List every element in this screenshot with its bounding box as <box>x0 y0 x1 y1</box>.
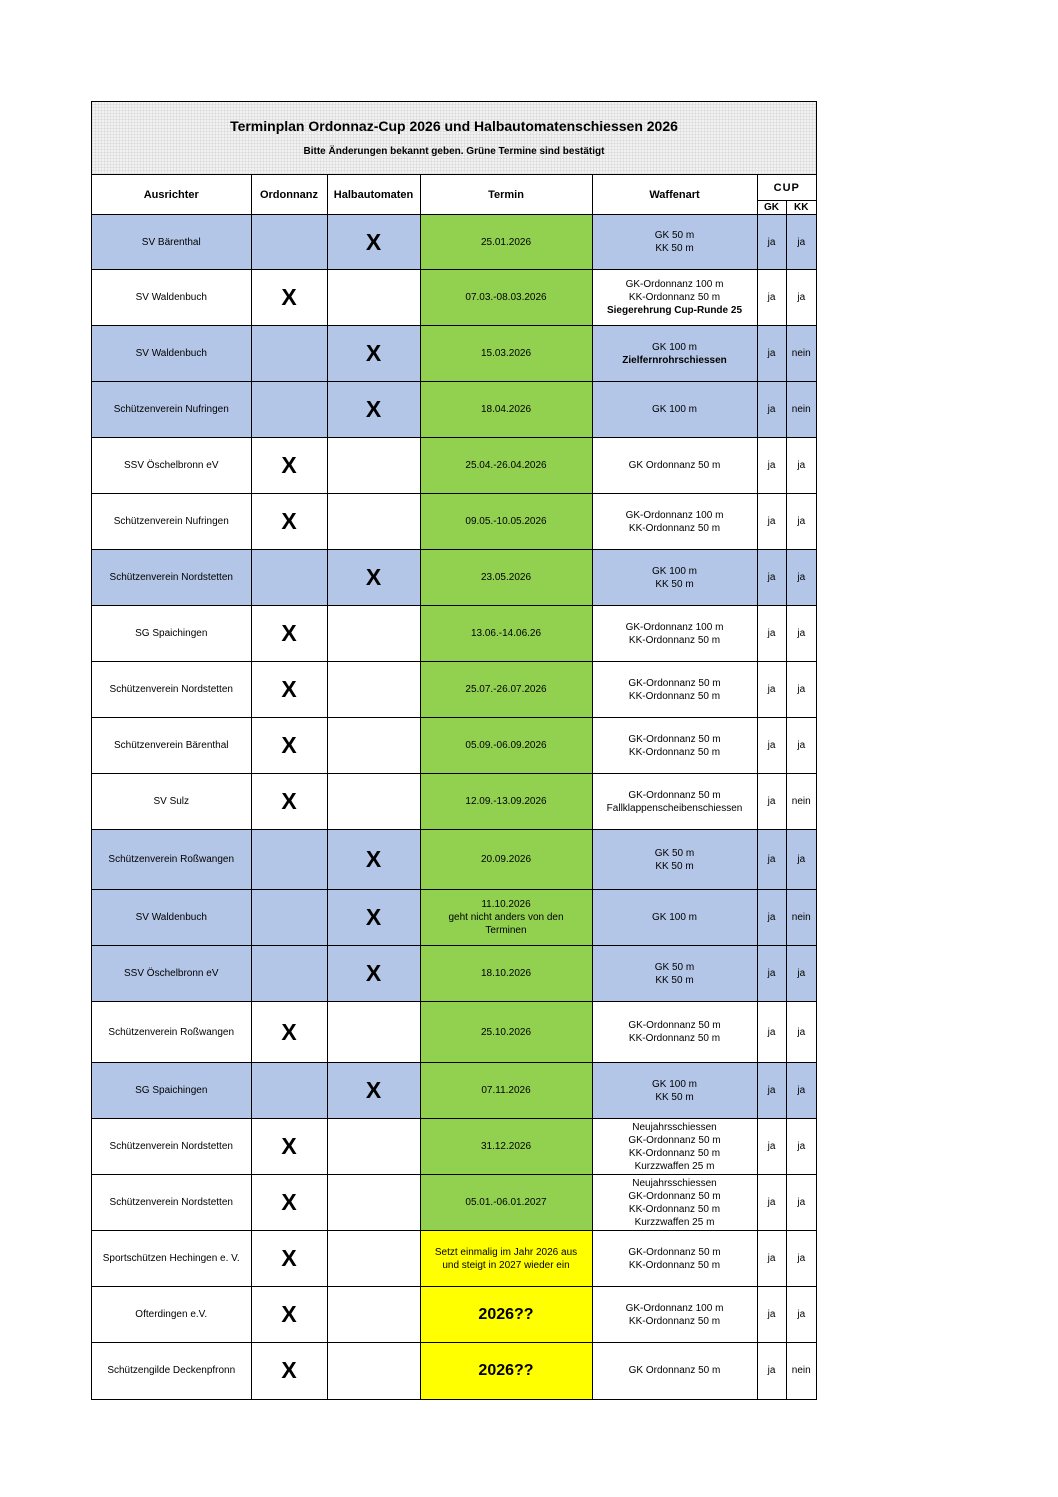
waffenart-line: KK-Ordonnanz 50 m <box>628 1147 721 1159</box>
termin-cell <box>420 606 592 662</box>
termin-cell <box>420 1175 592 1231</box>
termin-cell <box>420 326 592 382</box>
waffenart-cell <box>592 606 757 662</box>
waffenart-line: KK-Ordonnanz 50 m <box>628 1259 721 1271</box>
termin-line: 18.04.2026 <box>480 404 532 415</box>
termin-line: 25.10.2026 <box>480 1026 532 1038</box>
cup-kk-cell: ja <box>786 1063 816 1119</box>
table-row <box>92 1175 816 1231</box>
cup-gk-cell: ja <box>757 1119 786 1175</box>
cup-gk-cell: ja <box>757 1343 786 1399</box>
waffenart-line: KK-Ordonnanz 50 m <box>628 1033 721 1044</box>
ausrichter-cell: Schützenverein Nufringen <box>92 382 251 438</box>
col-header-termin: Termin <box>420 175 592 215</box>
termin-line: 25.01.2026 <box>480 236 532 248</box>
termin-cell <box>420 890 592 946</box>
waffenart-line: GK 100 m <box>651 912 698 923</box>
waffenart-line: KK-Ordonnanz 50 m <box>628 1203 721 1215</box>
table-row <box>92 1287 816 1343</box>
waffenart-line: KK-Ordonnanz 50 m <box>628 690 721 702</box>
ordonnanz-cell <box>251 1063 327 1119</box>
waffenart-line: GK 100 m <box>651 341 698 353</box>
ausrichter-cell: SSV Öschelbronn eV <box>92 946 251 1002</box>
waffenart-line: Siegerehrung Cup-Runde 25 <box>606 305 742 316</box>
halbautomaten-cell: X <box>327 382 420 438</box>
termin-cell <box>420 774 592 830</box>
termin-cell <box>420 1231 592 1287</box>
termin-line: Terminen <box>485 925 527 936</box>
cup-kk-cell: ja <box>786 438 816 494</box>
termin-cell <box>420 382 592 438</box>
cup-gk-cell: ja <box>757 494 786 550</box>
waffenart-cell <box>592 270 757 326</box>
cup-gk-cell: ja <box>757 890 786 946</box>
cup-kk-cell: nein <box>786 382 816 438</box>
waffenart-line: Neujahrsschiessen <box>632 1121 717 1133</box>
table-row <box>92 1002 816 1063</box>
waffenart-cell <box>592 326 757 382</box>
cup-gk-cell: ja <box>757 718 786 774</box>
waffenart-cell <box>592 946 757 1002</box>
table-row <box>92 270 816 326</box>
cup-kk-cell: nein <box>786 890 816 946</box>
waffenart-line: Kurzzwaffen 25 m <box>634 1216 715 1228</box>
termin-line: 05.09.-06.09.2026 <box>465 740 547 751</box>
waffenart-line: GK 100 m <box>651 565 698 577</box>
termin-cell <box>420 215 592 270</box>
waffenart-cell <box>592 830 757 890</box>
cup-gk-cell: ja <box>757 830 786 890</box>
halbautomaten-cell: X <box>327 326 420 382</box>
termin-cell <box>420 830 592 890</box>
waffenart-cell <box>592 1287 757 1343</box>
waffenart-line: Neujahrsschiessen <box>632 1177 717 1189</box>
waffenart-line: KK-Ordonnanz 50 m <box>628 634 721 646</box>
ausrichter-cell: Schützenverein Nordstetten <box>92 550 251 606</box>
col-header-ausrichter: Ausrichter <box>92 175 251 215</box>
ordonnanz-cell <box>251 890 327 946</box>
cup-kk-cell: ja <box>786 718 816 774</box>
cup-kk-cell: ja <box>786 1119 816 1175</box>
ausrichter-cell: Schützenverein Nordstetten <box>92 662 251 718</box>
cup-gk-cell: ja <box>757 326 786 382</box>
waffenart-cell <box>592 438 757 494</box>
ausrichter-cell: SV Bärenthal <box>92 215 251 270</box>
cup-kk-cell: ja <box>786 830 816 890</box>
ordonnanz-cell: X <box>251 1287 327 1343</box>
table-row <box>92 1063 816 1119</box>
cup-kk-cell: ja <box>786 946 816 1002</box>
table-row <box>92 1231 816 1287</box>
table-row <box>92 1119 816 1175</box>
halbautomaten-cell <box>327 1287 420 1343</box>
halbautomaten-cell <box>327 438 420 494</box>
halbautomaten-cell: X <box>327 1063 420 1119</box>
termin-line: 23.05.2026 <box>480 572 532 583</box>
ordonnanz-cell: X <box>251 662 327 718</box>
termin-cell <box>420 1063 592 1119</box>
cup-kk-cell: ja <box>786 494 816 550</box>
halbautomaten-cell <box>327 494 420 550</box>
table-row <box>92 215 816 270</box>
halbautomaten-cell: X <box>327 830 420 890</box>
ausrichter-cell: Ofterdingen e.V. <box>92 1287 251 1343</box>
cup-gk-cell: ja <box>757 946 786 1002</box>
termin-line: 13.06.-14.06.26 <box>470 628 542 639</box>
ausrichter-cell: SV Waldenbuch <box>92 890 251 946</box>
termin-line: 25.04.-26.04.2026 <box>465 460 547 471</box>
halbautomaten-cell <box>327 270 420 326</box>
halbautomaten-cell <box>327 1343 420 1399</box>
waffenart-line: Fallklappenscheibenschiessen <box>606 802 743 814</box>
ordonnanz-cell: X <box>251 494 327 550</box>
table-row <box>92 1343 816 1399</box>
col-header-kk: KK <box>786 201 816 215</box>
table-row <box>92 662 816 718</box>
table-row <box>92 494 816 550</box>
ordonnanz-cell: X <box>251 774 327 830</box>
waffenart-line: GK-Ordonnanz 50 m <box>628 1134 721 1146</box>
ausrichter-cell: Schützenverein Roßwangen <box>92 830 251 890</box>
col-header-waffenart: Waffenart <box>592 175 757 215</box>
halbautomaten-cell <box>327 774 420 830</box>
table-row <box>92 718 816 774</box>
ordonnanz-cell <box>251 830 327 890</box>
waffenart-cell <box>592 1343 757 1399</box>
waffenart-line: GK 100 m <box>651 404 698 415</box>
waffenart-line: KK 50 m <box>655 860 694 872</box>
waffenart-line: KK-Ordonnanz 50 m <box>628 1315 721 1327</box>
waffenart-line: KK 50 m <box>655 243 694 254</box>
schedule-sheet <box>91 101 817 1400</box>
ordonnanz-cell <box>251 326 327 382</box>
cup-kk-cell: ja <box>786 662 816 718</box>
termin-line: Setzt einmalig im Jahr 2026 aus <box>434 1246 578 1258</box>
col-header-ordonnanz: Ordonnanz <box>251 175 327 215</box>
cup-kk-cell: ja <box>786 550 816 606</box>
termin-cell <box>420 270 592 326</box>
waffenart-line: GK-Ordonnanz 50 m <box>628 733 721 745</box>
halbautomaten-cell <box>327 718 420 774</box>
waffenart-line: KK 50 m <box>655 578 694 590</box>
waffenart-line: GK-Ordonnanz 50 m <box>628 789 721 801</box>
termin-line: 05.01.-06.01.2027 <box>465 1197 547 1208</box>
ordonnanz-cell: X <box>251 606 327 662</box>
termin-line: 2026?? <box>478 1362 534 1380</box>
table-row <box>92 382 816 438</box>
cup-gk-cell: ja <box>757 774 786 830</box>
termin-cell <box>420 494 592 550</box>
cup-gk-cell: ja <box>757 1231 786 1287</box>
ausrichter-cell: SSV Öschelbronn eV <box>92 438 251 494</box>
waffenart-line: GK-Ordonnanz 50 m <box>628 1190 721 1202</box>
ordonnanz-cell: X <box>251 270 327 326</box>
termin-line: 12.09.-13.09.2026 <box>465 796 547 807</box>
cup-gk-cell: ja <box>757 382 786 438</box>
termin-line: und steigt in 2027 wieder ein <box>442 1259 570 1271</box>
termin-cell <box>420 438 592 494</box>
sheet-header <box>92 102 816 175</box>
table-row <box>92 890 816 946</box>
cup-gk-cell: ja <box>757 438 786 494</box>
waffenart-cell <box>592 215 757 270</box>
termin-line: 18.10.2026 <box>480 968 532 979</box>
ausrichter-cell: Sportschützen Hechingen e. V. <box>92 1231 251 1287</box>
termin-cell <box>420 1287 592 1343</box>
ordonnanz-cell <box>251 946 327 1002</box>
termin-cell <box>420 1119 592 1175</box>
termin-line: 07.11.2026 <box>481 1085 531 1096</box>
cup-gk-cell: ja <box>757 606 786 662</box>
cup-kk-cell: ja <box>786 1002 816 1063</box>
ordonnanz-cell <box>251 550 327 606</box>
termin-line: 31.12.2026 <box>480 1141 532 1152</box>
ausrichter-cell: Schützenverein Roßwangen <box>92 1002 251 1063</box>
cup-gk-cell: ja <box>757 1175 786 1231</box>
waffenart-line: GK 50 m <box>654 961 695 973</box>
ausrichter-cell: SV Sulz <box>92 774 251 830</box>
cup-gk-cell: ja <box>757 1063 786 1119</box>
cup-gk-cell: ja <box>757 215 786 270</box>
waffenart-cell <box>592 1063 757 1119</box>
ordonnanz-cell: X <box>251 438 327 494</box>
waffenart-cell <box>592 774 757 830</box>
table-row <box>92 946 816 1002</box>
waffenart-cell <box>592 382 757 438</box>
waffenart-cell <box>592 718 757 774</box>
col-header-gk: GK <box>757 201 786 215</box>
ausrichter-cell: Schützenverein Bärenthal <box>92 718 251 774</box>
cup-kk-cell: nein <box>786 326 816 382</box>
page-title: Terminplan Ordonnaz-Cup 2026 und Halbautomatenschiessen 2026 <box>230 118 678 134</box>
waffenart-line: KK 50 m <box>655 1091 694 1103</box>
waffenart-line: KK-Ordonnanz 50 m <box>628 522 721 534</box>
waffenart-cell <box>592 550 757 606</box>
cup-gk-cell: ja <box>757 550 786 606</box>
halbautomaten-cell <box>327 1002 420 1063</box>
halbautomaten-cell: X <box>327 946 420 1002</box>
termin-line: 07.03.-08.03.2026 <box>465 292 547 303</box>
table-row <box>92 774 816 830</box>
cup-kk-cell: nein <box>786 1343 816 1399</box>
ordonnanz-cell: X <box>251 1231 327 1287</box>
ordonnanz-cell: X <box>251 1175 327 1231</box>
schedule-table <box>92 175 816 1399</box>
cup-kk-cell: ja <box>786 270 816 326</box>
ausrichter-cell: SV Waldenbuch <box>92 270 251 326</box>
termin-line: 15.03.2026 <box>480 348 532 359</box>
waffenart-line: GK-Ordonnanz 100 m <box>625 1302 724 1314</box>
ordonnanz-cell <box>251 215 327 270</box>
cup-kk-cell: ja <box>786 1231 816 1287</box>
table-row <box>92 830 816 890</box>
halbautomaten-cell: X <box>327 215 420 270</box>
waffenart-line: GK-Ordonnanz 50 m <box>628 677 721 689</box>
table-row <box>92 550 816 606</box>
ausrichter-cell: Schützenverein Nufringen <box>92 494 251 550</box>
termin-cell <box>420 946 592 1002</box>
waffenart-line: KK 50 m <box>655 974 694 986</box>
waffenart-line: KK-Ordonnanz 50 m <box>628 292 721 303</box>
ordonnanz-cell: X <box>251 1343 327 1399</box>
cup-kk-cell: ja <box>786 215 816 270</box>
col-header-halbautomaten: Halbautomaten <box>327 175 420 215</box>
waffenart-line: Kurzzwaffen 25 m <box>634 1160 715 1172</box>
ausrichter-cell: SV Waldenbuch <box>92 326 251 382</box>
cup-kk-cell: ja <box>786 1287 816 1343</box>
ordonnanz-cell: X <box>251 1119 327 1175</box>
waffenart-line: GK Ordonnanz 50 m <box>628 460 721 471</box>
termin-line: 09.05.-10.05.2026 <box>465 516 547 527</box>
termin-line: 11.10.2026 <box>481 899 531 910</box>
termin-cell <box>420 1002 592 1063</box>
termin-cell <box>420 718 592 774</box>
halbautomaten-cell: X <box>327 890 420 946</box>
waffenart-line: KK-Ordonnanz 50 m <box>628 746 721 758</box>
halbautomaten-cell <box>327 1231 420 1287</box>
termin-line: geht nicht anders von den <box>448 912 564 923</box>
waffenart-line: GK-Ordonnanz 100 m <box>625 279 724 290</box>
table-row <box>92 326 816 382</box>
waffenart-cell <box>592 1231 757 1287</box>
halbautomaten-cell: X <box>327 550 420 606</box>
halbautomaten-cell <box>327 1119 420 1175</box>
col-header-cup: CUP <box>757 175 816 201</box>
ordonnanz-cell: X <box>251 1002 327 1063</box>
ausrichter-cell: Schützenverein Nordstetten <box>92 1175 251 1231</box>
waffenart-cell <box>592 1175 757 1231</box>
waffenart-line: GK-Ordonnanz 50 m <box>628 1246 721 1258</box>
halbautomaten-cell <box>327 662 420 718</box>
waffenart-line: Zielfernrohrschiessen <box>622 354 727 366</box>
waffenart-line: GK 50 m <box>654 847 695 859</box>
cup-gk-cell: ja <box>757 270 786 326</box>
waffenart-cell <box>592 662 757 718</box>
table-row <box>92 606 816 662</box>
termin-cell <box>420 662 592 718</box>
termin-cell <box>420 1343 592 1399</box>
termin-cell <box>420 550 592 606</box>
halbautomaten-cell <box>327 1175 420 1231</box>
cup-kk-cell: nein <box>786 774 816 830</box>
halbautomaten-cell <box>327 606 420 662</box>
cup-gk-cell: ja <box>757 662 786 718</box>
waffenart-cell <box>592 890 757 946</box>
ausrichter-cell: Schützengilde Deckenpfronn <box>92 1343 251 1399</box>
waffenart-cell <box>592 494 757 550</box>
waffenart-line: GK-Ordonnanz 100 m <box>625 621 724 633</box>
ordonnanz-cell: X <box>251 718 327 774</box>
waffenart-line: GK-Ordonnanz 50 m <box>628 1020 721 1031</box>
cup-gk-cell: ja <box>757 1002 786 1063</box>
cup-kk-cell: ja <box>786 1175 816 1231</box>
termin-line: 25.07.-26.07.2026 <box>465 684 547 695</box>
page-subtitle: Bitte Änderungen bekannt geben. Grüne Termine sind bestätigt <box>303 146 605 157</box>
ausrichter-cell: Schützenverein Nordstetten <box>92 1119 251 1175</box>
ordonnanz-cell <box>251 382 327 438</box>
waffenart-line: GK 100 m <box>651 1078 698 1090</box>
termin-line: 2026?? <box>478 1306 534 1323</box>
cup-kk-cell: ja <box>786 606 816 662</box>
waffenart-line: GK-Ordonnanz 100 m <box>625 509 724 521</box>
waffenart-line: GK Ordonnanz 50 m <box>628 1365 721 1377</box>
waffenart-line: GK 50 m <box>654 230 695 241</box>
ausrichter-cell: SG Spaichingen <box>92 1063 251 1119</box>
termin-line: 20.09.2026 <box>480 854 532 865</box>
schedule-body <box>92 215 816 1399</box>
cup-gk-cell: ja <box>757 1287 786 1343</box>
table-row <box>92 438 816 494</box>
ausrichter-cell: SG Spaichingen <box>92 606 251 662</box>
waffenart-cell <box>592 1119 757 1175</box>
waffenart-cell <box>592 1002 757 1063</box>
